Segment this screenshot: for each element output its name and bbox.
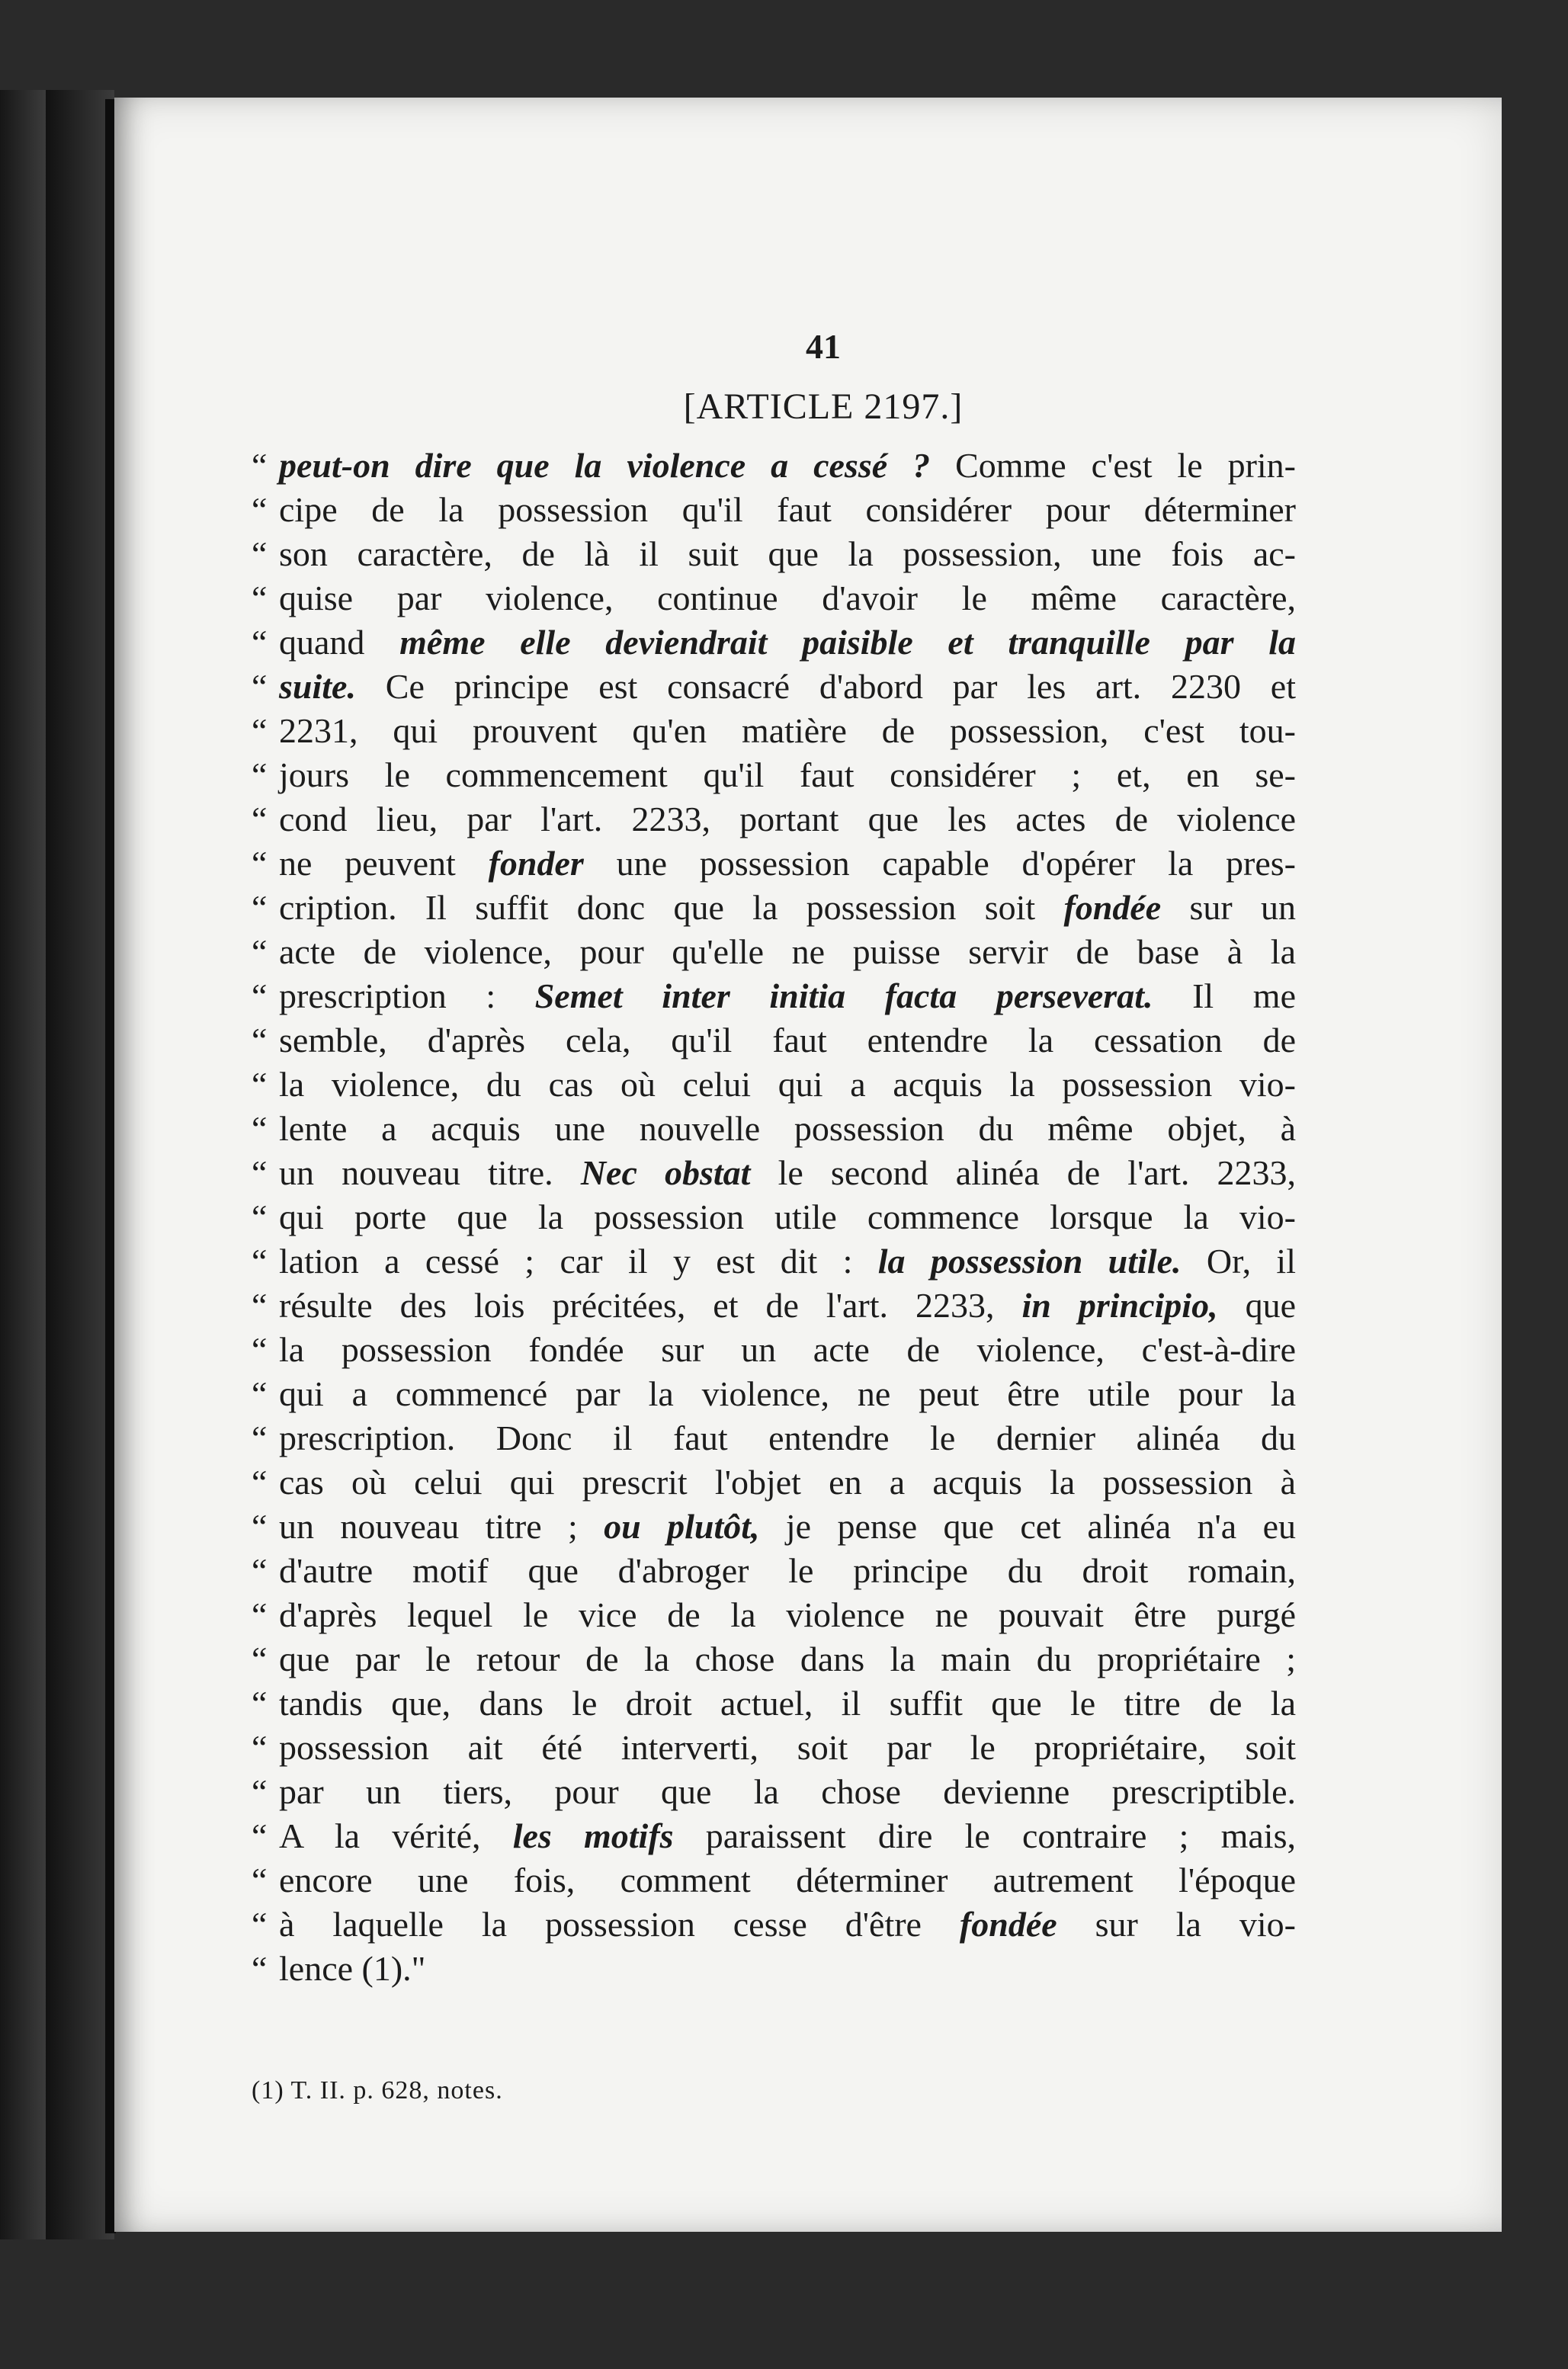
text-line bbox=[252, 620, 1296, 665]
text-segment: le second alinéa de l'art. 2233, bbox=[750, 1153, 1297, 1192]
quote-mark: “ bbox=[252, 932, 268, 971]
quote-mark: “ bbox=[252, 1109, 268, 1148]
text-segment: que bbox=[1217, 1286, 1297, 1325]
italic-segment: Nec obstat bbox=[580, 1153, 751, 1192]
text-segment: lence (1)." bbox=[279, 1949, 426, 1988]
text-line bbox=[252, 1195, 1296, 1239]
running-header: [ARTICLE 2197.] bbox=[683, 386, 964, 427]
italic-segment: in principio, bbox=[1021, 1286, 1218, 1325]
quote-mark: “ bbox=[252, 1242, 268, 1281]
italic-segment: la possession utile. bbox=[877, 1242, 1182, 1281]
text-line bbox=[252, 1549, 1296, 1593]
text-line bbox=[252, 1284, 1296, 1328]
text-segment: quand bbox=[279, 623, 400, 662]
text-segment: d'autre motif que d'abroger le principe du droit romain, bbox=[279, 1551, 1296, 1590]
text-segment: encore une fois, comment déterminer autrement l'époque bbox=[279, 1861, 1296, 1899]
quote-mark: “ bbox=[252, 446, 268, 485]
quote-mark: “ bbox=[252, 1772, 268, 1811]
quote-mark: “ bbox=[252, 1640, 268, 1678]
text-segment: d'après lequel le vice de la violence ne pouvait être purgé bbox=[279, 1595, 1296, 1634]
quote-mark: “ bbox=[252, 1949, 268, 1988]
text-segment: A la vérité, bbox=[279, 1816, 513, 1855]
quote-mark: “ bbox=[252, 490, 268, 529]
text-segment: son caractère, de là il suit que la possession, une fois ac- bbox=[279, 534, 1296, 573]
text-segment: un nouveau titre ; bbox=[279, 1507, 604, 1546]
text-line bbox=[252, 532, 1296, 576]
text-segment: par un tiers, pour que la chose devienne prescriptible. bbox=[279, 1772, 1296, 1811]
text-segment: quise par violence, continue d'avoir le même caractère, bbox=[279, 579, 1296, 617]
italic-segment: ou plutôt, bbox=[604, 1507, 760, 1546]
quote-mark: “ bbox=[252, 1816, 268, 1855]
text-line bbox=[252, 1726, 1296, 1770]
quote-mark: “ bbox=[252, 1463, 268, 1502]
text-line bbox=[252, 1637, 1296, 1681]
quote-mark: “ bbox=[252, 1861, 268, 1899]
text-line bbox=[252, 1107, 1296, 1151]
text-segment: lation a cessé ; car il y est dit : bbox=[279, 1242, 878, 1281]
text-line bbox=[252, 886, 1296, 930]
italic-segment: fondée bbox=[1063, 888, 1162, 927]
quote-mark: “ bbox=[252, 1065, 268, 1104]
text-line bbox=[252, 1018, 1296, 1063]
text-segment: qui porte que la possession utile commence lorsque la vio- bbox=[279, 1197, 1296, 1236]
text-segment: prescription. Donc il faut entendre le dernier alinéa du bbox=[279, 1419, 1296, 1457]
text-line bbox=[252, 753, 1296, 797]
quote-mark: “ bbox=[252, 1551, 268, 1590]
text-segment: Ce principe est consacré d'abord par les art. 2230 et bbox=[355, 667, 1296, 706]
text-line bbox=[252, 1416, 1296, 1460]
text-segment: 2231, qui prouvent qu'en matière de possession, c'est tou- bbox=[279, 711, 1296, 750]
text-segment: un nouveau titre. bbox=[279, 1153, 581, 1192]
quote-mark: “ bbox=[252, 1153, 268, 1192]
text-line bbox=[252, 1903, 1296, 1947]
text-segment: Or, il bbox=[1181, 1242, 1296, 1281]
text-line bbox=[252, 1593, 1296, 1637]
quote-mark: “ bbox=[252, 844, 268, 883]
quote-mark: “ bbox=[252, 667, 268, 706]
text-line bbox=[252, 1947, 1296, 1991]
quote-mark: “ bbox=[252, 1507, 268, 1546]
italic-segment: peut-on dire que la violence a cessé ? bbox=[279, 446, 931, 485]
quote-mark: “ bbox=[252, 1197, 268, 1236]
page-number: 41 bbox=[806, 327, 841, 366]
text-segment: possession ait été interverti, soit par le propriétaire, soit bbox=[279, 1728, 1296, 1767]
text-segment: tandis que, dans le droit actuel, il suffit que le titre de la bbox=[279, 1684, 1296, 1723]
text-segment: une possession capable d'opérer la pres- bbox=[583, 844, 1296, 883]
book-page bbox=[114, 98, 1502, 2232]
text-line bbox=[252, 1814, 1296, 1858]
quote-mark: “ bbox=[252, 1286, 268, 1325]
quote-mark: “ bbox=[252, 1728, 268, 1767]
italic-segment: même elle deviendrait paisible et tranquille par la bbox=[399, 623, 1297, 662]
quoted-passage bbox=[252, 444, 1296, 1991]
quote-mark: “ bbox=[252, 1595, 268, 1634]
quote-mark: “ bbox=[252, 1330, 268, 1369]
text-segment: paraissent dire le contraire ; mais, bbox=[673, 1816, 1296, 1855]
quote-mark: “ bbox=[252, 1419, 268, 1457]
footnote: (1) T. II. p. 628, notes. bbox=[252, 2076, 503, 2105]
text-segment: à laquelle la possession cesse d'être bbox=[279, 1905, 960, 1944]
text-segment: sur la vio- bbox=[1057, 1905, 1296, 1944]
text-segment: la possession fondée sur un acte de violence, c'est-à-dire bbox=[279, 1330, 1296, 1369]
text-line bbox=[252, 974, 1296, 1018]
text-line bbox=[252, 444, 1296, 488]
text-segment: cription. Il suffit donc que la possession soit bbox=[279, 888, 1064, 927]
italic-segment: suite. bbox=[279, 667, 356, 706]
quote-mark: “ bbox=[252, 800, 268, 838]
text-line bbox=[252, 488, 1296, 532]
text-segment: que par le retour de la chose dans la main du propriétaire ; bbox=[279, 1640, 1296, 1678]
text-segment: prescription : bbox=[279, 976, 535, 1015]
text-line bbox=[252, 1239, 1296, 1284]
text-segment: je pense que cet alinéa n'a eu bbox=[759, 1507, 1296, 1546]
text-line bbox=[252, 1063, 1296, 1107]
quote-mark: “ bbox=[252, 711, 268, 750]
text-line bbox=[252, 797, 1296, 841]
text-segment: cond lieu, par l'art. 2233, portant que les actes de violence bbox=[279, 800, 1296, 838]
text-line bbox=[252, 665, 1296, 709]
text-segment: Comme c'est le prin- bbox=[930, 446, 1296, 485]
italic-segment: fonder bbox=[488, 844, 584, 883]
text-segment: qui a commencé par la violence, ne peut être utile pour la bbox=[279, 1374, 1296, 1413]
text-line bbox=[252, 1328, 1296, 1372]
text-line bbox=[252, 1505, 1296, 1549]
quote-mark: “ bbox=[252, 1905, 268, 1944]
text-segment: ne peuvent bbox=[279, 844, 489, 883]
italic-segment: Semet inter initia facta perseverat. bbox=[534, 976, 1153, 1015]
text-line bbox=[252, 1372, 1296, 1416]
text-segment: acte de violence, pour qu'elle ne puisse servir de base à la bbox=[279, 932, 1296, 971]
quote-mark: “ bbox=[252, 1684, 268, 1723]
quote-mark: “ bbox=[252, 579, 268, 617]
facing-page-shadow bbox=[46, 90, 114, 2239]
text-segment: cipe de la possession qu'il faut considérer pour déterminer bbox=[279, 490, 1296, 529]
text-line bbox=[252, 1151, 1296, 1195]
quote-mark: “ bbox=[252, 534, 268, 573]
text-segment: cas où celui qui prescrit l'objet en a acquis la possession à bbox=[279, 1463, 1296, 1502]
text-segment: jours le commencement qu'il faut considérer ; et, en se- bbox=[279, 755, 1296, 794]
text-segment: sur un bbox=[1161, 888, 1296, 927]
text-line bbox=[252, 1858, 1296, 1903]
text-line bbox=[252, 1681, 1296, 1726]
text-segment: semble, d'après cela, qu'il faut entendre la cessation de bbox=[279, 1021, 1296, 1059]
text-segment: la violence, du cas où celui qui a acquis la possession vio- bbox=[279, 1065, 1296, 1104]
quote-mark: “ bbox=[252, 888, 268, 927]
text-segment: lente a acquis une nouvelle possession du même objet, à bbox=[279, 1109, 1296, 1148]
text-line bbox=[252, 576, 1296, 620]
text-segment: Il me bbox=[1153, 976, 1297, 1015]
text-line bbox=[252, 1770, 1296, 1814]
text-line bbox=[252, 841, 1296, 886]
text-segment: résulte des lois précitées, et de l'art. 2233, bbox=[279, 1286, 1022, 1325]
text-line bbox=[252, 1460, 1296, 1505]
italic-segment: les motifs bbox=[512, 1816, 674, 1855]
quote-mark: “ bbox=[252, 623, 268, 662]
quote-mark: “ bbox=[252, 755, 268, 794]
quote-mark: “ bbox=[252, 1021, 268, 1059]
quote-mark: “ bbox=[252, 976, 268, 1015]
italic-segment: fondée bbox=[959, 1905, 1057, 1944]
text-line bbox=[252, 709, 1296, 753]
quote-mark: “ bbox=[252, 1374, 268, 1413]
text-line bbox=[252, 930, 1296, 974]
